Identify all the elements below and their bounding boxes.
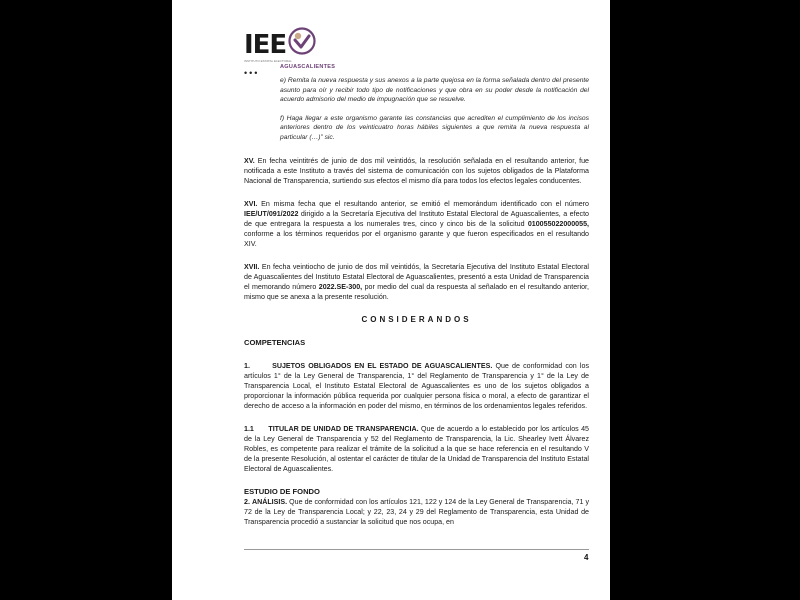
section-1-1-number: 1.1 [244,424,254,433]
estudio-heading: ESTUDIO DE FONDO [244,486,320,496]
logo-heart-check-icon [287,27,317,55]
memo-number: IEE/UT/091/2022 [244,209,299,218]
considerandos-heading: CONSIDERANDOS [361,314,472,324]
logo-dots-icon: ••• [244,68,260,78]
resultando-xv-text: En fecha veintitrés de junio de dos mil veintidós, la resolución señalada en el resultando anterior, fue notificada a este Instituto a través del sistema de comunicación con los sujetos obligados de la Plataforma Nacional de Transparencia, surtiendo sus efectos el mismo día para todos los efectos legales conducentes. [244,156,589,185]
competencias-heading: COMPETENCIAS [244,337,306,347]
section-1-text: Que de conformidad con los artículos 1° de la Ley General de Transparencia, 1° del Reglamento de Transparencia y 1° de la Ley de Transparencia Local, el Instituto Estatal Electoral de Aguascalientes es uno de los sujetos obligados a proporcionar la información pública requerida por cualquier persona física o moral, a efecto de garantizar el derecho de acceso a la información en poder del mismo, en términos de los ordenamientos legales referidos. [244,361,589,410]
resultando-xv [244,156,589,186]
resultando-xvi-text-b: dirigido a la Secretaría Ejecutiva del Instituto Estatal Electoral de Aguascalientes, a efecto de que entregara la respuesta a los numerales tres, cinco y cinco bis de la solicitud [244,209,589,228]
section-1-number: 1. [244,361,250,370]
section-1-1 [244,424,589,474]
section-1-title: SUJETOS OBLIGADOS EN EL ESTADO DE AGUASCALIENTES. [272,361,493,370]
section-2-text: Que de conformidad con los artículos 121, 122 y 124 de la Ley General de Transparencia, 71 y 72 de la Ley de Transparencia Local; y 22, 23, 24 y 29 del Reglamento de Transparencia, esta Unidad de Transparencia procedió a sustanciar la solicitud que nos ocupa, en [244,497,589,526]
resultando-xvi-text-a: En misma fecha que el resultando anterior, se emitió el memorándum identificado con el número [257,199,589,208]
resultando-xvii-text-a: En fecha veintiocho de junio de dos mil veintidós, la Secretaría Ejecutiva del Instituto Estatal Electoral de Aguascalientes del Instituto Estatal Electoral de Aguascalientes, presentó a esta Unidad de Transparencia el memorando número [244,262,589,291]
resultando-xv-label: XV. [244,156,255,165]
quote-item-f: f) Haga llegar a este organismo garante las constancias que acrediten el cumplimiento de los incisos anteriores dentro de los veinticuatro horas hábiles siguientes a que remita la nueva respuesta al particular (…)” sic. [280,114,589,141]
section-1-1-text: Que de acuerdo a lo establecido por los artículos 45 de la Ley General de Transparencia y 52 del Reglamento de Transparencia, la Lic. Shearley Ivett Álvarez Robles, es competente para realizar el trámite de la solicitud a la que se hace referencia en el resultando V de la presente Resolución, al ostentar el carácter de titular de la Unidad de Transparencia del Instituto Estatal Electoral de Aguascalientes. [244,424,590,473]
document-body [244,76,589,527]
resultando-xvii-label: XVII. [244,262,260,271]
resultando-xvii-text-b: por medio del cual da respuesta al señalado en el resultando anterior, mismo que se anexa a la presente resolución. [244,282,589,301]
section-2-number: 2. [244,497,250,506]
memo-number-se: 2022.SE-300, [318,282,363,291]
resultando-xvi-text-c: conforme a los términos requeridos por el organismo garante y que fueron especificados en el resultando XIV. [244,229,589,248]
footer-divider [244,549,589,550]
resultando-xvi [244,199,589,249]
resultando-xvi-label: XVI. [244,199,258,208]
logo-region: AGUASCALIENTES [280,64,336,70]
folio-number: 010055022000055, [527,219,589,228]
quote-item-e: e) Remita la nueva respuesta y sus anexos a la parte quejosa en la forma señalada dentro del presente asunto para oír y recibir todo tipo de notificaciones y que obra en su poder desde la notificación del acuerdo admisorio del medio de impugnación que se resuelve. [280,77,589,104]
section-1-1-title: TITULAR DE UNIDAD DE TRANSPARENCIA. [268,424,419,433]
logo-text: IEE [244,30,287,60]
resultando-xvii [244,262,589,302]
logo-subtitle: INSTITUTO ESTATAL ELECTORAL [244,59,292,63]
section-1 [244,361,589,411]
section-2 [244,497,589,527]
section-2-title: ANÁLISIS. [251,497,288,506]
page-number: 4 [584,553,589,562]
